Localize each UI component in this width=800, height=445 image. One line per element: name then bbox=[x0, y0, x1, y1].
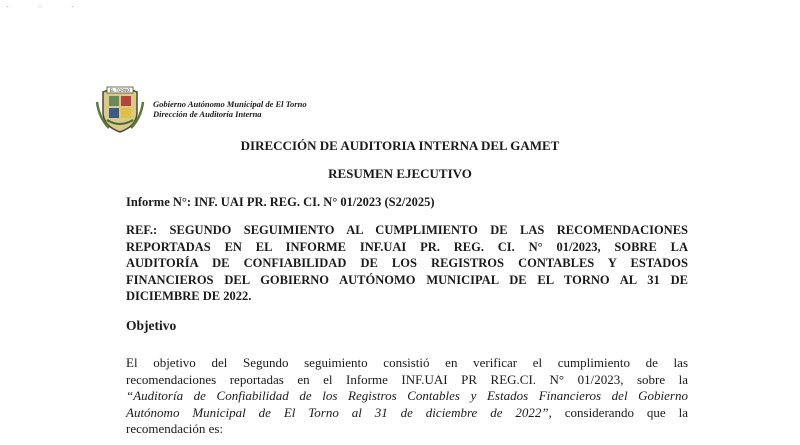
paragraph-line-italic: “Auditoría de Confiabilidad de los Registros Contables y Estados Financieros del Gobierno bbox=[126, 388, 688, 403]
reference-line: FINANCIEROS DEL GOBIERNO AUTÓNOMO MUNICIPAL DE EL TORNO AL 31 DE bbox=[126, 272, 688, 287]
department-name: Dirección de Auditoría Interna bbox=[153, 109, 262, 119]
paragraph-line: recomendaciones reportadas en el Informe INF.UAI PR REG.CI. N° 01/2023, sobre la bbox=[126, 371, 688, 387]
reference-line: REPORTADAS EN EL INFORME INF.UAI PR. REG. CI. N° 01/2023, SOBRE LA bbox=[126, 239, 688, 254]
report-title-italic: Autónomo Municipal de El Torno al 31 de diciembre de 2022” bbox=[126, 404, 549, 420]
report-number: Informe N°: INF. UAI PR. REG. CI. N° 01/2023 (S2/2025) bbox=[126, 195, 435, 209]
reference-line: AUDITORÍA DE CONFIABILIDAD DE LOS REGISTROS CONTABLES Y ESTADOS bbox=[126, 256, 688, 270]
reference-line: DICIEMBRE DE 2022. bbox=[126, 289, 252, 303]
paragraph-line: recomendación es: bbox=[126, 421, 224, 436]
document-header bbox=[95, 82, 307, 134]
paragraph-line: El objetivo del Segundo seguimiento consistió en verificar el cumplimiento de las bbox=[126, 355, 688, 370]
reference-block bbox=[126, 222, 688, 305]
objective-paragraph bbox=[126, 355, 688, 438]
document-title: DIRECCIÓN DE AUDITORIA INTERNA DEL GAMET bbox=[240, 138, 560, 153]
municipal-crest-icon bbox=[95, 82, 145, 134]
reference-line: REF.: SEGUNDO SEGUIMIENTO AL CUMPLIMIENTO DE LAS RECOMENDACIONES bbox=[126, 223, 688, 237]
paragraph-continuation: , considerando que la bbox=[548, 404, 688, 420]
paragraph-line-mixed bbox=[126, 405, 688, 422]
section-heading: Objetivo bbox=[126, 318, 177, 333]
scan-marks: - - - bbox=[6, 2, 88, 11]
institution-name: Gobierno Autónomo Municipal de El Torno bbox=[153, 99, 307, 109]
svg-text:EL TORNO: EL TORNO bbox=[109, 88, 131, 93]
document-subtitle: RESUMEN EJECUTIVO bbox=[328, 166, 472, 181]
